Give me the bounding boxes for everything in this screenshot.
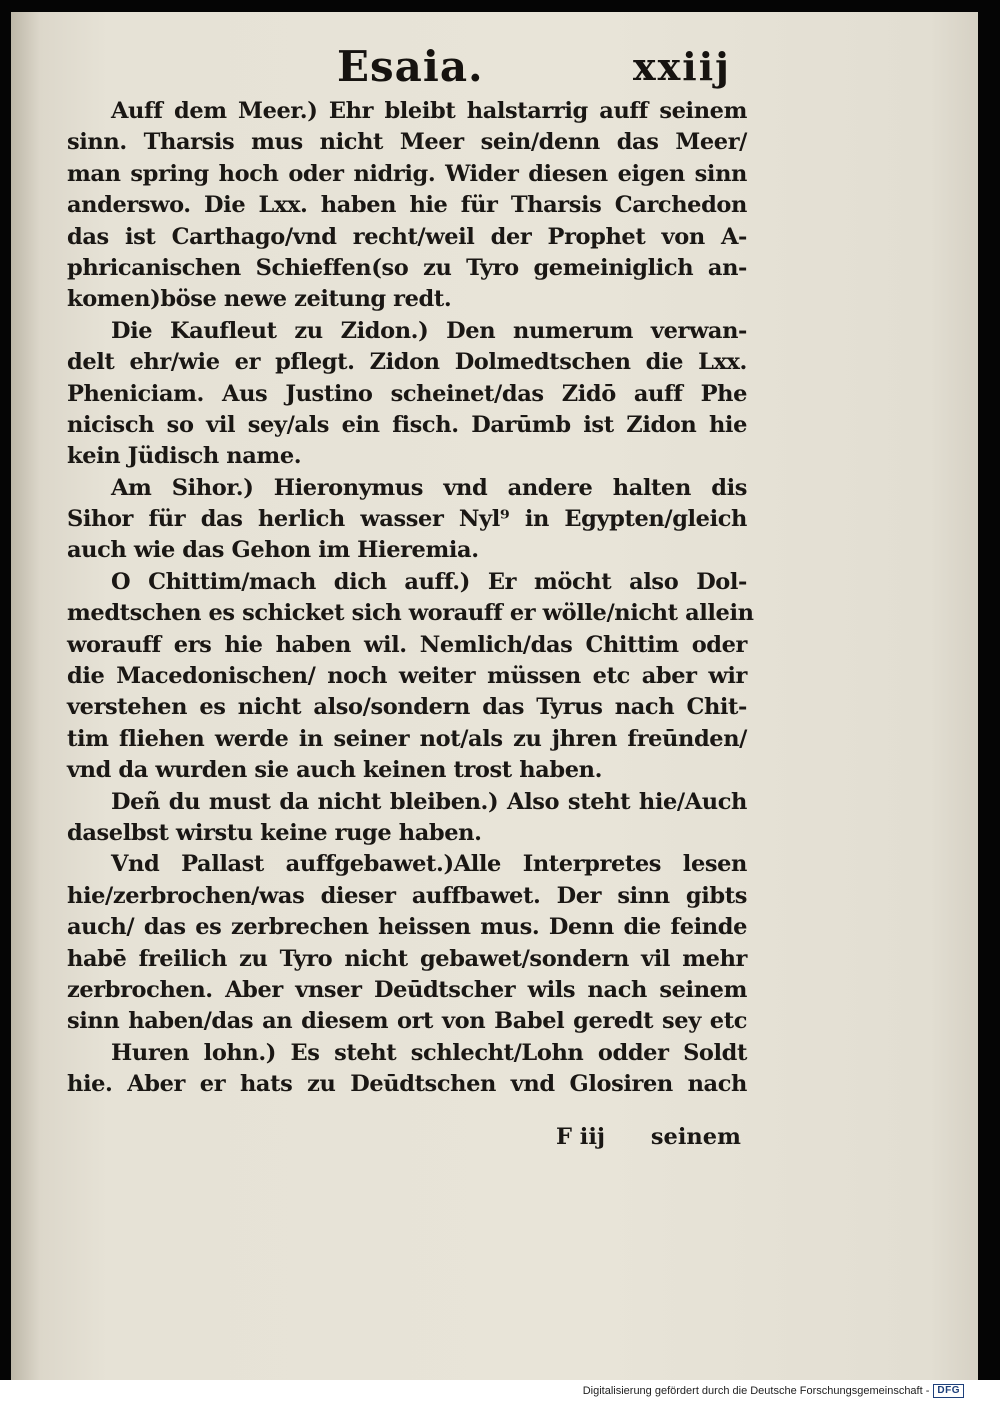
text-line: O Chittim/mach dich auff.) Er möcht also Dol- (111, 568, 747, 595)
text-line: Auff dem Meer.) Ehr bleibt halstarrig auff seinem (111, 98, 747, 124)
dfg-logo-icon: DFG (933, 1384, 964, 1398)
text-line: zerbrochen. Aber vnser Deūdtscher wils nach seinem (67, 976, 747, 1003)
text-line: auch wie das Gehon im Hieremia. (67, 537, 479, 564)
text-line: vnd da wurden sie auch keinen trost haben. (67, 757, 602, 784)
funding-credit: Digitalisierung gefördert durch die Deutsche Forschungsgemeinschaft - (582, 1385, 930, 1397)
body-text (67, 96, 754, 1101)
text-line: nicisch so vil sey/als ein fisch. Darūmb ist Zidon hie (67, 411, 747, 438)
text-line: medtschen es schicket sich worauff er wölle/nicht allein (67, 600, 754, 627)
text-line: sinn haben/das an diesem ort von Babel geredt sey etc (67, 1008, 747, 1035)
text-line: verstehen es nicht also/sondern das Tyrus nach Chit- (67, 694, 747, 721)
text-line: anderswo. Die Lxx. haben hie für Tharsis Carchedon (67, 192, 747, 219)
text-line: man spring hoch oder nidrig. Wider diesen eigen sinn (67, 160, 747, 187)
text-line: Pheniciam. Aus Justino scheinet/das Zidō auff Phe (67, 380, 747, 407)
text-line: phricanischen Schieffen(so zu Tyro gemeiniglich an- (67, 254, 747, 281)
text-line: Vnd Pallast auffgebawet.)Alle Interpretes lesen (111, 851, 747, 878)
text-line: Die Kaufleut zu Zidon.) Den numerum verwan- (111, 317, 747, 344)
text-line: das ist Carthago/vnd recht/weil der Prophet von A- (67, 223, 747, 250)
text-line: Am Sihor.) Hieronymus vnd andere halten dis (111, 474, 747, 501)
catchline (556, 1124, 741, 1150)
text-line: daselbst wirstu keine ruge haben. (67, 819, 482, 846)
book-page (11, 12, 978, 1380)
text-line: delt ehr/wie er pflegt. Zidon Dolmedtschen die Lxx. (67, 349, 747, 376)
text-line: hie/zerbrochen/was dieser auffbawet. Der sinn gibts (67, 882, 747, 909)
text-line: Huren lohn.) Es steht schlecht/Lohn odder Soldt (111, 1039, 747, 1066)
page-header (11, 42, 978, 102)
text-line: kein Jüdisch name. (67, 443, 302, 470)
text-line: komen)böse newe zeitung redt. (67, 286, 452, 313)
text-line: die Macedonischen/ noch weiter müssen etc aber wir (67, 663, 747, 690)
text-line: Sihor für das herlich wasser Nyl⁹ in Egypten/gleich (67, 506, 747, 533)
text-line: Deñ du must da nicht bleiben.) Also steht hie/Auch (111, 788, 747, 815)
running-title: Esaia. (337, 42, 484, 91)
text-line: worauff ers hie haben wil. Nemlich/das Chittim oder (67, 631, 747, 658)
text-line: sinn. Tharsis mus nicht Meer sein/denn das Meer/ (67, 129, 747, 156)
signature-mark: F iij (556, 1124, 606, 1150)
text-line: tim fliehen werde in seiner not/als zu jhren freūnden/ (67, 725, 747, 752)
catchword: seinem (650, 1124, 741, 1150)
text-line: auch/ das es zerbrechen heissen mus. Denn die feinde (67, 914, 747, 941)
text-line: habē freilich zu Tyro nicht gebawet/sondern vil mehr (67, 945, 747, 972)
folio-number: xxiij (633, 44, 731, 89)
digitization-footer (583, 1384, 964, 1398)
text-line: hie. Aber er hats zu Deūdtschen vnd Glosiren nach (67, 1071, 747, 1098)
